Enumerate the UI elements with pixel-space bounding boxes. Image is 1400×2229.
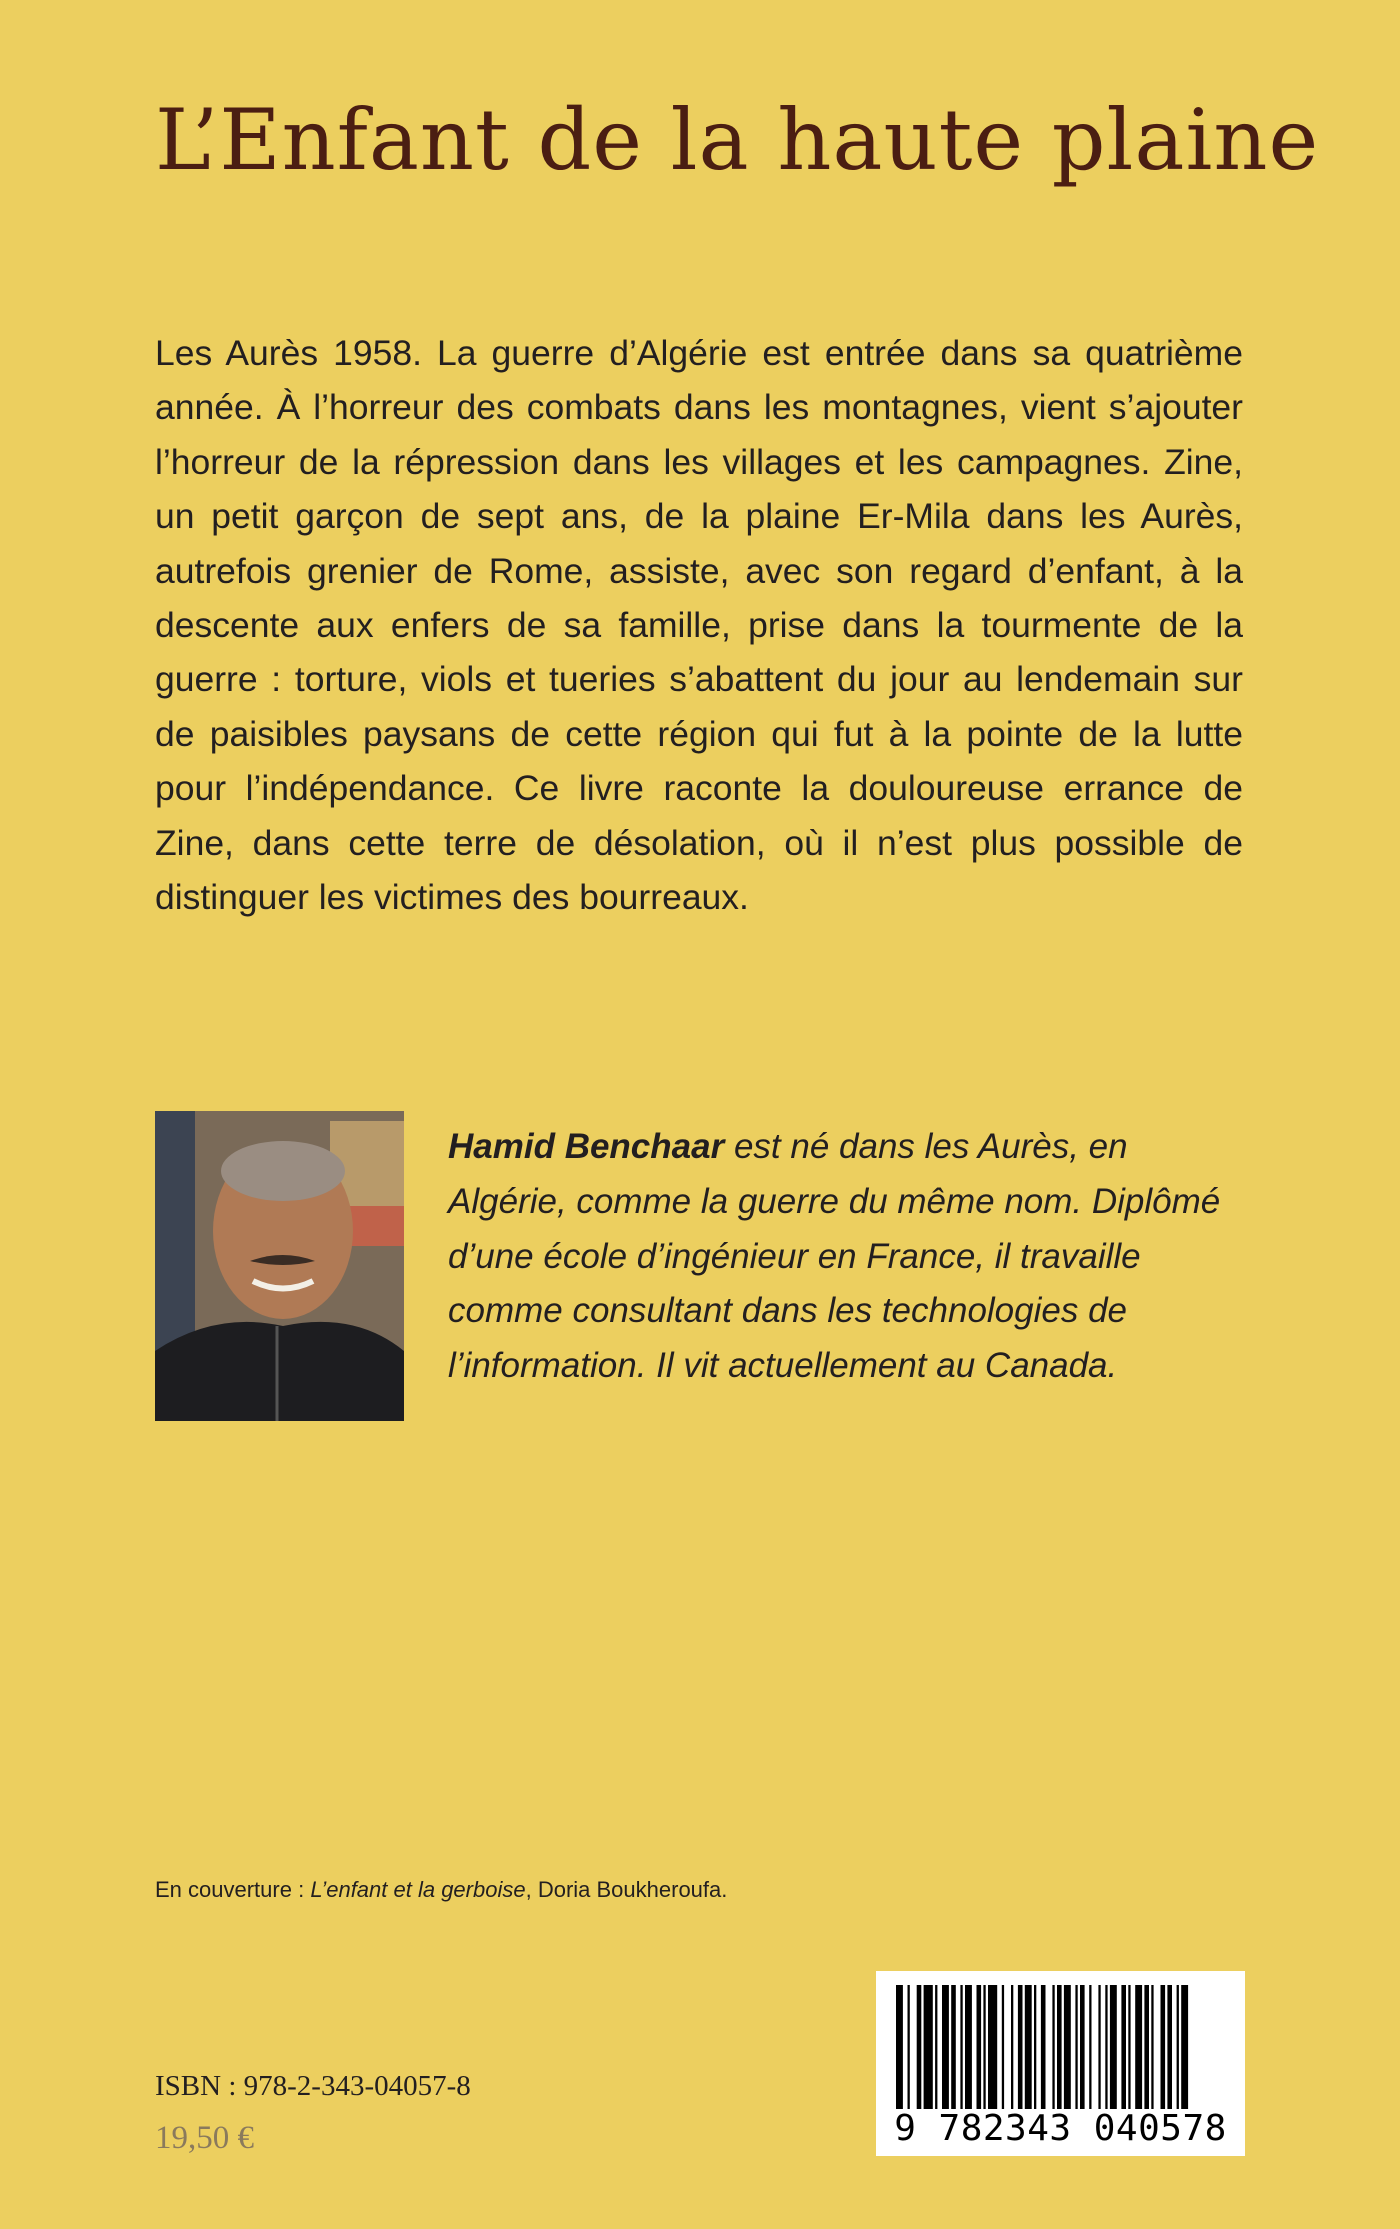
author-bio-text: est né dans les Aurès, en Algérie, comme la guerre du même nom. Diplômé d’une école d’ingénieur en France, il travaille comme consultant dans les technologies de l’information. Il vit actuellement au Canada.	[448, 1127, 1221, 1386]
barcode-bar	[1105, 1985, 1107, 2111]
cover-credit	[155, 1875, 727, 1905]
barcode-bar	[1052, 1985, 1054, 2111]
barcode-bar	[960, 1985, 962, 2111]
barcode-bar	[1098, 1985, 1100, 2111]
barcode-bar	[1181, 1985, 1188, 2111]
book-blurb: Les Aurès 1958. La guerre d’Algérie est entrée dans sa quatrième année. À l’horreur des combats dans les montagnes, vient s’ajouter l’horreur de la répression dans les villages et les campagnes. Zine, un petit garçon de sept ans, de la plaine Er-Mila dans les Aurès, autrefois grenier de Rome, assiste, avec son regard d’enfant, à la descente aux enfers de sa famille, prise dans la tourmente de la guerre : torture, viols et tueries s’abattent du jour au lendemain sur de paisibles paysans de cette région qui fut à la pointe de la lutte pour l’indépendance. Ce livre raconte la douloureuse errance de Zine, dans cette terre de désolation, où il n’est plus possible de distinguer les victimes des bourreaux.	[155, 333, 1243, 918]
barcode-bar	[1161, 1985, 1166, 2111]
barcode-bar	[1144, 1985, 1149, 2111]
barcode-bar	[1034, 1985, 1036, 2111]
isbn: ISBN : 978-2-343-04057-8	[155, 2070, 471, 2102]
barcode-bar	[988, 1985, 997, 2111]
barcode-bar	[983, 1985, 985, 2111]
author-photo	[155, 1111, 404, 1421]
barcode-bar	[1041, 1985, 1046, 2111]
cover-credit-artist: , Doria Boukheroufa.	[525, 1877, 728, 1902]
barcode	[876, 1971, 1245, 2156]
cover-credit-prefix: En couverture :	[155, 1877, 311, 1902]
barcode-bar	[908, 1985, 910, 2111]
barcode-bar	[1151, 1985, 1153, 2111]
barcode-bar	[924, 1985, 933, 2111]
author-bio	[448, 1120, 1248, 1394]
barcode-bar	[896, 1985, 903, 2111]
barcode-bar	[935, 1985, 937, 2111]
barcode-bar	[951, 1985, 956, 2111]
barcode-bar	[1011, 1985, 1013, 2111]
barcode-bar	[1089, 1985, 1091, 2111]
author-name: Hamid Benchaar	[448, 1127, 725, 1166]
cover-artwork-title: L’enfant et la gerboise	[310, 1877, 526, 1902]
barcode-bar	[1121, 1985, 1126, 2111]
barcode-bar	[942, 1985, 949, 2111]
barcode-digits: 9 782343 040578	[876, 2109, 1245, 2149]
barcode-bar	[1167, 1985, 1172, 2111]
barcode-bar	[1018, 1985, 1023, 2111]
book-title: L’Enfant de la haute plaine	[155, 91, 1320, 189]
barcode-bar	[1002, 1985, 1004, 2111]
barcode-bar	[1177, 1985, 1179, 2111]
barcode-bar	[1135, 1985, 1142, 2111]
barcode-bar	[917, 1985, 922, 2111]
barcode-bar	[1080, 1985, 1085, 2111]
barcode-bar	[1075, 1985, 1077, 2111]
barcode-bar	[977, 1985, 982, 2111]
barcode-bar	[1128, 1985, 1130, 2111]
barcode-bar	[1110, 1985, 1117, 2111]
barcode-bar	[965, 1985, 972, 2111]
barcode-bar	[1025, 1985, 1032, 2111]
price: 19,50 €	[155, 2120, 254, 2156]
barcode-bar	[1064, 1985, 1071, 2111]
barcode-bar	[1057, 1985, 1062, 2111]
